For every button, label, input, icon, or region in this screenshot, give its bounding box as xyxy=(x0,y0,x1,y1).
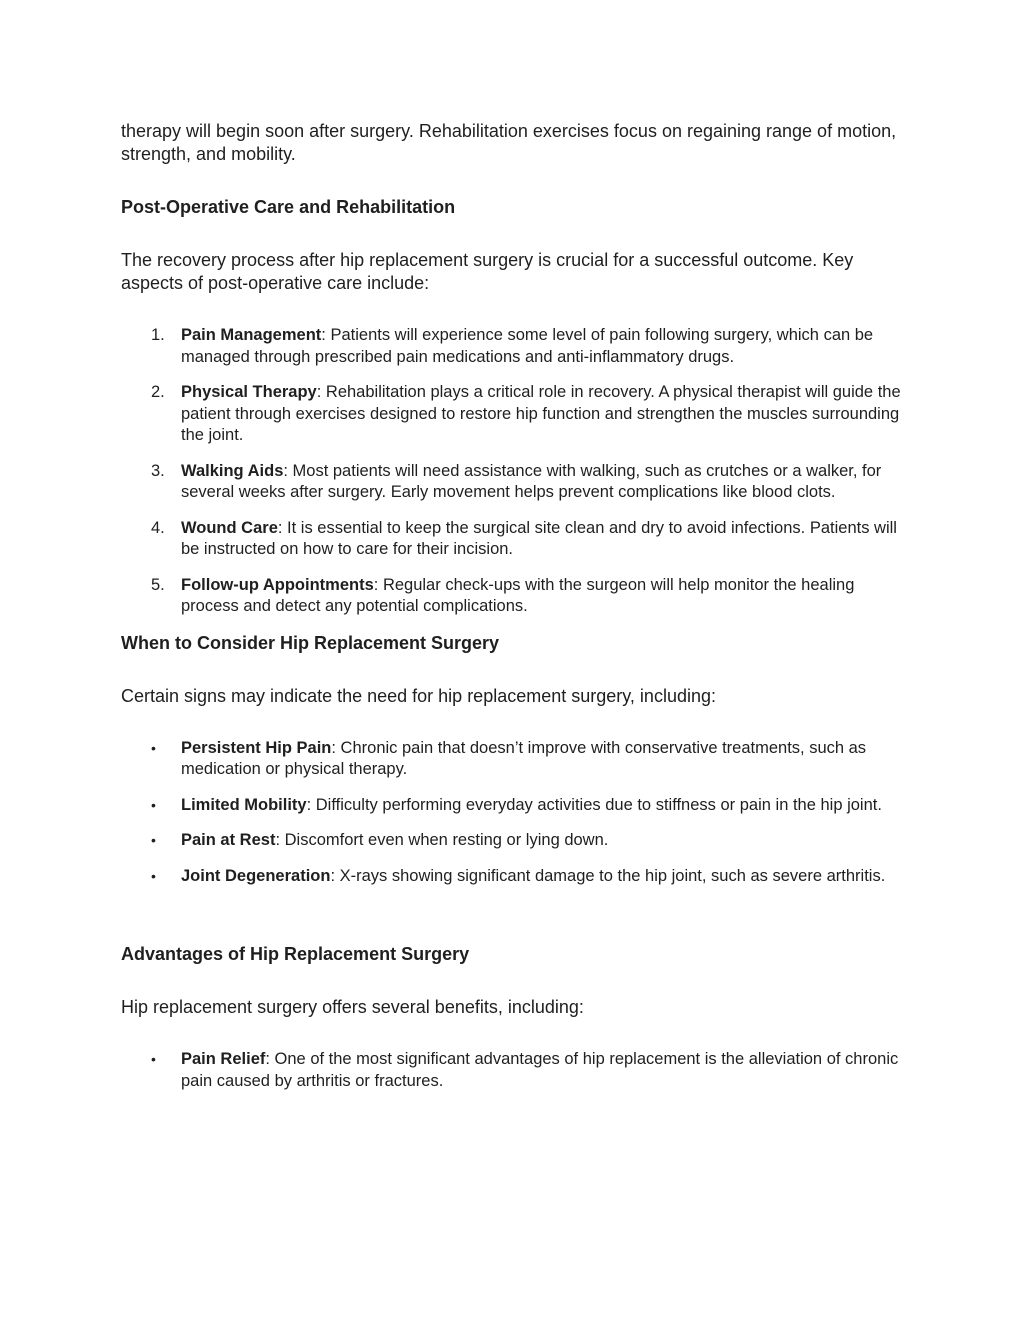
item-term: Pain Relief xyxy=(181,1050,266,1068)
item-term: Follow-up Appointments xyxy=(181,575,374,594)
when-bullet-list xyxy=(121,738,901,888)
list-number: 3. xyxy=(151,461,165,480)
list-number: 1. xyxy=(151,326,165,344)
item-term: Physical Therapy xyxy=(181,383,317,401)
item-text: : Regular check-ups with the surgeon will help monitor the healing process and detect any potential complications. xyxy=(181,575,855,615)
list-item xyxy=(121,461,901,504)
postop-heading: Post-Operative Care and Rehabilitation xyxy=(121,197,456,217)
list-item xyxy=(121,866,901,888)
list-item xyxy=(121,575,901,618)
item-text: : Most patients will need assistance with walking, such as crutches or a walker, for several weeks after surgery. Early movement helps prevent complications like blood clots. xyxy=(181,461,882,501)
item-text: : Discomfort even when resting or lying down. xyxy=(275,831,609,849)
item-text: : It is essential to keep the surgical site clean and dry to avoid infections. Patients will be instructed on how to care for their incision. xyxy=(181,518,897,558)
postop-paragraph: The recovery process after hip replacement surgery is crucial for a successful outcome. Key aspects of post-operative care include: xyxy=(121,250,854,293)
item-text: : Rehabilitation plays a critical role in recovery. A physical therapist will guide the patient through exercises designed to restore hip function and strengthen the muscles surrounding the joint. xyxy=(181,383,901,444)
list-item xyxy=(121,518,901,561)
list-item xyxy=(121,738,901,781)
bullet-icon: • xyxy=(151,1051,156,1067)
item-term: Persistent Hip Pain xyxy=(181,738,332,757)
item-term: Walking Aids xyxy=(181,461,284,480)
item-term: Limited Mobility xyxy=(181,795,307,814)
advantages-paragraph: Hip replacement surgery offers several benefits, including: xyxy=(121,997,584,1017)
advantages-bullet-list xyxy=(121,1049,901,1092)
item-text: : One of the most significant advantages of hip replacement is the alleviation of chronic pain caused by arthritis or fractures. xyxy=(181,1050,899,1090)
list-item xyxy=(121,830,901,852)
item-term: Wound Care xyxy=(181,518,278,537)
postop-numbered-list xyxy=(121,325,901,618)
bullet-icon: • xyxy=(151,867,156,884)
advantages-heading: Advantages of Hip Replacement Surgery xyxy=(121,944,470,964)
item-term: Pain Management xyxy=(181,326,322,344)
item-text: : X-rays showing significant damage to the hip joint, such as severe arthritis. xyxy=(330,866,886,885)
bullet-icon: • xyxy=(151,832,156,848)
item-term: Joint Degeneration xyxy=(181,866,331,885)
list-number: 5. xyxy=(151,575,165,594)
list-item xyxy=(121,325,901,368)
bullet-icon: • xyxy=(151,739,156,756)
item-text: : Chronic pain that doesn’t improve with conservative treatments, such as medication or physical therapy. xyxy=(181,738,867,778)
list-number: 4. xyxy=(151,518,165,537)
item-text: : Patients will experience some level of pain following surgery, which can be managed through prescribed pain medications and anti-inflammatory drugs. xyxy=(181,326,874,366)
document-page xyxy=(121,120,901,1106)
list-item xyxy=(121,795,901,817)
intro-paragraph: therapy will begin soon after surgery. Rehabilitation exercises focus on regaining range of motion, strength, and mobility. xyxy=(121,121,897,164)
bullet-icon: • xyxy=(151,796,156,813)
when-paragraph: Certain signs may indicate the need for hip replacement surgery, including: xyxy=(121,685,716,706)
when-heading: When to Consider Hip Replacement Surgery xyxy=(121,632,500,653)
list-item xyxy=(121,1049,901,1092)
item-term: Pain at Rest xyxy=(181,831,276,849)
item-text: : Difficulty performing everyday activities due to stiffness or pain in the hip joint. xyxy=(306,795,882,814)
list-item xyxy=(121,382,901,447)
list-number: 2. xyxy=(151,383,165,401)
